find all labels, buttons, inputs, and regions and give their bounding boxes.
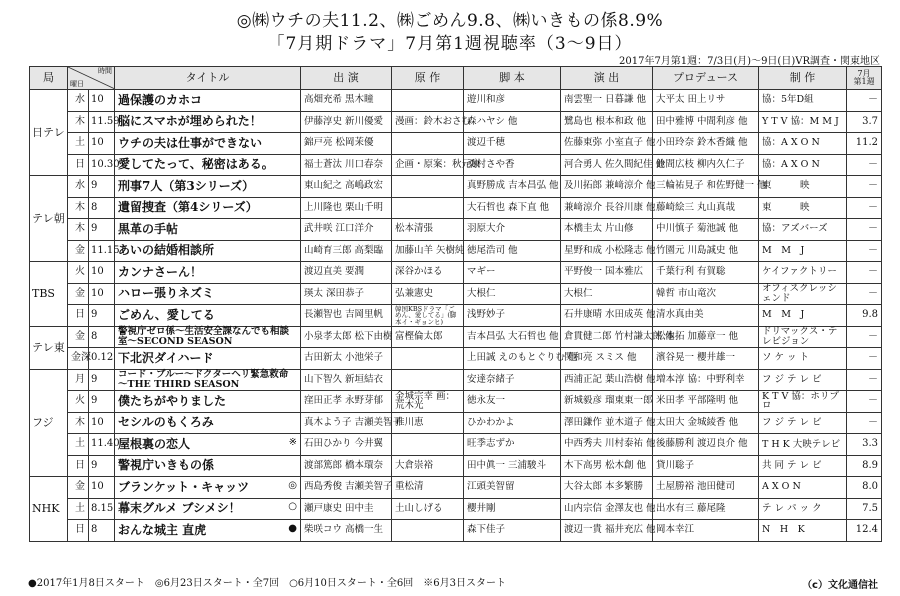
producer-cell: 小田玲奈 鈴木香織 他: [653, 133, 759, 155]
day-cell: 日: [68, 455, 89, 477]
title-cell: [115, 90, 301, 112]
col-rating: [847, 67, 882, 90]
cast-cell: 福士蒼汰 川口春奈: [301, 154, 392, 176]
director-cell: 河合勇人 佐久間紀佳 他: [561, 154, 653, 176]
day-cell: 月: [68, 369, 89, 391]
day-cell: 金深: [68, 348, 89, 370]
production-cell: A X O N: [759, 477, 847, 499]
time-cell: 10: [89, 477, 115, 499]
station-cell: 日テレ: [30, 90, 68, 176]
station-cell: TBS: [30, 262, 68, 327]
day-cell: 火: [68, 391, 89, 413]
original-cell: 加藤山羊 矢樹純: [392, 240, 464, 262]
title-cell: [115, 262, 301, 284]
time-cell: 0.12: [89, 348, 115, 370]
production-cell: テ レ パ ッ ク: [759, 498, 847, 520]
cast-cell: 古田新太 小池栄子: [301, 348, 392, 370]
script-cell: 吉本昌弘 大石哲也 他: [464, 326, 561, 348]
director-cell: 南雲聖一 日暮謙 他: [561, 90, 653, 112]
title-cell: [115, 133, 301, 155]
table-header-row: [30, 67, 882, 90]
director-cell: 星野和成 小松隆志 他: [561, 240, 653, 262]
day-cell: 土: [68, 498, 89, 520]
script-cell: 森ハヤシ 他: [464, 111, 561, 133]
cast-cell: 錦戸亮 松岡茉優: [301, 133, 392, 155]
headline-line1: ◎㈱ウチの夫11.2、㈱ごめん9.8、㈱いきもの係8.9%: [236, 11, 664, 31]
table-row: [30, 176, 882, 198]
day-cell: 金: [68, 283, 89, 305]
title-cell: [115, 240, 301, 262]
original-cell: [392, 90, 464, 112]
col-script: 脚 本: [464, 67, 561, 90]
cast-cell: 西島秀俊 吉瀬美智子: [301, 477, 392, 499]
cast-cell: 伊藤淳史 新川優愛: [301, 111, 392, 133]
original-cell: 松本清張: [392, 219, 464, 241]
production-cell: Y T V 協：M M J: [759, 111, 847, 133]
producer-cell: 出水有三 藤尾隆: [653, 498, 759, 520]
copyright-credit: （c）文化通信社: [802, 580, 878, 591]
program-title: ブランケット・キャッツ: [118, 479, 250, 494]
producer-cell: 清水真由美: [653, 305, 759, 327]
production-cell: オフィスクレッシェンド: [759, 283, 847, 305]
script-cell: 櫻井剛: [464, 498, 561, 520]
rating-cell: 7.5: [847, 498, 882, 520]
producer-cell: 韓哲 市山竜次: [653, 283, 759, 305]
director-cell: 石井康晴 水田成英 他: [561, 305, 653, 327]
production-cell: T H K 大映テレビ: [759, 434, 847, 456]
script-cell: 森下佳子: [464, 520, 561, 542]
time-cell: 9: [89, 391, 115, 413]
script-cell: 徳永友一: [464, 391, 561, 413]
original-cell: 重松清: [392, 477, 464, 499]
script-cell: 田中眞一 三浦駿斗: [464, 455, 561, 477]
table-row: [30, 154, 882, 176]
day-cell: 火: [68, 262, 89, 284]
col-rating-line1: 7月: [857, 69, 871, 78]
producer-cell: 中川慎子 菊池誠 他: [653, 219, 759, 241]
script-cell: 桑村さや香: [464, 154, 561, 176]
director-cell: 中西秀夫 川村泰祐 他: [561, 434, 653, 456]
rating-cell: －: [847, 348, 882, 370]
script-cell: 大根仁: [464, 283, 561, 305]
program-title: あいの結婚相談所: [118, 243, 215, 258]
col-title: タイトル: [115, 67, 301, 90]
rating-cell: －: [847, 412, 882, 434]
table-row: [30, 369, 882, 391]
original-cell: 弘兼憲史: [392, 283, 464, 305]
program-title: 脳にスマホが埋められた！: [118, 114, 262, 129]
rating-cell: 9.8: [847, 305, 882, 327]
day-cell: 金: [68, 326, 89, 348]
producer-cell: 鈴間広枝 柳内久仁子: [653, 154, 759, 176]
producer-cell: 竹園元 川島誠史 他: [653, 240, 759, 262]
director-cell: 西浦正記 葉山浩樹 他: [561, 369, 653, 391]
table-row: [30, 455, 882, 477]
time-cell: 10: [89, 133, 115, 155]
production-cell: 共 同 テ レ ビ: [759, 455, 847, 477]
production-cell: フ ジ テ レ ビ: [759, 412, 847, 434]
original-cell: [392, 176, 464, 198]
title-cell: [115, 498, 301, 520]
time-cell: 10: [89, 412, 115, 434]
script-cell: 渡辺千穂: [464, 133, 561, 155]
program-title: 遺留捜査（第4シリーズ）: [118, 200, 258, 215]
time-cell: 8: [89, 520, 115, 542]
program-title: おんな城主 直虎: [118, 522, 207, 537]
table-row: [30, 133, 882, 155]
original-cell: 企画・原案：秋元康: [392, 154, 464, 176]
director-cell: 新城毅彦 瑠東東一郎: [561, 391, 653, 413]
original-cell: 漫画：鈴木おさむ: [392, 111, 464, 133]
col-day-time: [68, 67, 115, 90]
script-cell: 大石哲也 森下直 他: [464, 197, 561, 219]
director-cell: 渡辺一貴 福井充広 他: [561, 520, 653, 542]
director-cell: 本橋圭太 片山修: [561, 219, 653, 241]
script-cell: 江頭美智留: [464, 477, 561, 499]
col-original: 原 作: [392, 67, 464, 90]
time-cell: 9: [89, 305, 115, 327]
time-cell: 10: [89, 283, 115, 305]
producer-cell: 増本淳 協：中野利幸: [653, 369, 759, 391]
title-cell: [115, 369, 301, 391]
start-mark: ※: [288, 436, 297, 448]
col-director: 演 出: [561, 67, 653, 90]
table-row: [30, 197, 882, 219]
table-row: [30, 412, 882, 434]
day-cell: 木: [68, 412, 89, 434]
col-rating-line2: 第1週: [853, 77, 875, 86]
table-row: [30, 391, 882, 413]
title-cell: [115, 412, 301, 434]
headline-line2: 「7月期ドラマ」7月第1週視聴率（3～9日）: [267, 34, 633, 54]
cast-cell: 石田ひかり 今井翼: [301, 434, 392, 456]
program-title: コード・ブルー～ドクターヘリ緊急救命～THE THIRD SEASON: [118, 369, 289, 390]
original-cell: [392, 369, 464, 391]
original-cell: 韓国KBSドラマ「ごめん、愛してる」(脚本イ・ギョンヒ): [392, 305, 464, 327]
rating-cell: 11.2: [847, 133, 882, 155]
station-cell: フジ: [30, 369, 68, 477]
table-row: [30, 326, 882, 348]
cast-cell: 渡部篤郎 橋本環奈: [301, 455, 392, 477]
footnotes: ●2017年1月8日スタート ◎6月23日スタート・全7回 ○6月10日スタート・全6回 ※6月3日スタート: [28, 578, 506, 589]
script-cell: マギー: [464, 262, 561, 284]
title-cell: [115, 477, 301, 499]
producer-cell: 大平太 田上リサ: [653, 90, 759, 112]
day-cell: 金: [68, 240, 89, 262]
script-cell: 遊川和彦: [464, 90, 561, 112]
producer-cell: 藤崎絵三 丸山真哉: [653, 197, 759, 219]
director-cell: 大根仁: [561, 283, 653, 305]
cast-cell: 瀬戸康史 田中圭: [301, 498, 392, 520]
day-cell: 木: [68, 219, 89, 241]
title-cell: [115, 305, 301, 327]
time-cell: 10: [89, 262, 115, 284]
production-cell: 東 映: [759, 197, 847, 219]
production-cell: フ ジ テ レ ビ: [759, 369, 847, 391]
time-cell: 10.30: [89, 154, 115, 176]
time-cell: 9: [89, 219, 115, 241]
time-cell: 9: [89, 369, 115, 391]
original-cell: 金城宗幸 画：荒木光: [392, 391, 464, 413]
script-cell: 羽原大介: [464, 219, 561, 241]
day-cell: 金: [68, 477, 89, 499]
original-cell: 唯川恵: [392, 412, 464, 434]
rating-cell: －: [847, 90, 882, 112]
time-cell: 8: [89, 197, 115, 219]
title-cell: [115, 326, 301, 348]
table-row: [30, 90, 882, 112]
day-cell: 木: [68, 111, 89, 133]
production-cell: N H K: [759, 520, 847, 542]
table-row: [30, 348, 882, 370]
cast-cell: 東山紀之 高嶋政宏: [301, 176, 392, 198]
director-cell: 兼﨑涼介 長谷川康 他: [561, 197, 653, 219]
cast-cell: 窪田正孝 永野芽郁: [301, 391, 392, 413]
director-cell: 鷺島也 根本和政 他: [561, 111, 653, 133]
table-body: [30, 90, 882, 542]
title-cell: [115, 111, 301, 133]
production-cell: 協：アズバーズ: [759, 219, 847, 241]
script-cell: 安達奈緒子: [464, 369, 561, 391]
program-title: 愛してたって、秘密はある。: [118, 157, 274, 172]
title-cell: [115, 283, 301, 305]
title-cell: [115, 520, 301, 542]
original-cell: 富樫倫太郎: [392, 326, 464, 348]
original-cell: [392, 133, 464, 155]
table-row: [30, 520, 882, 542]
director-cell: 関和亮 スミス 他: [561, 348, 653, 370]
program-title: 過保護のカホコ: [118, 92, 203, 107]
rating-cell: －: [847, 240, 882, 262]
production-cell: M M J: [759, 305, 847, 327]
script-cell: 上田誠 えのもとぐりむ 他: [464, 348, 561, 370]
station-cell: NHK: [30, 477, 68, 542]
script-cell: 浅野妙子: [464, 305, 561, 327]
start-mark: ◎: [288, 479, 297, 491]
program-title: ウチの夫は仕事ができない: [118, 135, 263, 150]
producer-cell: 岡本幸江: [653, 520, 759, 542]
start-mark: ●: [288, 522, 297, 534]
original-cell: 深谷かほる: [392, 262, 464, 284]
day-cell: 日: [68, 520, 89, 542]
cast-cell: 渡辺直美 要潤: [301, 262, 392, 284]
table-row: [30, 240, 882, 262]
producer-cell: 田中雅博 中間利彦 他: [653, 111, 759, 133]
cast-cell: 上川隆也 栗山千明: [301, 197, 392, 219]
program-title: 僕たちがやりました: [118, 393, 227, 408]
title-cell: [115, 219, 301, 241]
production-cell: ケイファクトリー: [759, 262, 847, 284]
program-title: ハロー張りネズミ: [118, 286, 215, 301]
script-cell: 徳尾浩司 他: [464, 240, 561, 262]
production-cell: K T V 協：ホリプロ: [759, 391, 847, 413]
producer-cell: 千葉行利 有賀聡: [653, 262, 759, 284]
time-cell: 9: [89, 455, 115, 477]
original-cell: [392, 434, 464, 456]
station-cell: テレ朝: [30, 176, 68, 262]
director-cell: 平野俊一 国本雅広: [561, 262, 653, 284]
producer-cell: 土屋勝裕 池田健司: [653, 477, 759, 499]
day-cell: 水: [68, 90, 89, 112]
script-cell: ひかわかよ: [464, 412, 561, 434]
table-row: [30, 477, 882, 499]
producer-cell: 松本拓 加藤章一 他: [653, 326, 759, 348]
cast-cell: 柴咲コウ 高橋一生: [301, 520, 392, 542]
cast-cell: 武井咲 江口洋介: [301, 219, 392, 241]
producer-cell: 貸川聡子: [653, 455, 759, 477]
rating-cell: －: [847, 197, 882, 219]
director-cell: 倉貫健二郎 竹村謙太郎 他: [561, 326, 653, 348]
original-cell: [392, 520, 464, 542]
director-cell: 澤田鎌作 並木道子 他: [561, 412, 653, 434]
title-cell: [115, 348, 301, 370]
time-cell: 8: [89, 326, 115, 348]
time-cell: 10: [89, 90, 115, 112]
cast-cell: 高畑充希 黒木瞳: [301, 90, 392, 112]
time-cell: 11.59: [89, 111, 115, 133]
production-cell: 協：A X O N: [759, 133, 847, 155]
day-cell: 土: [68, 434, 89, 456]
table-row: [30, 262, 882, 284]
rating-cell: －: [847, 391, 882, 413]
producer-cell: 濱谷晃一 櫻井雄一: [653, 348, 759, 370]
director-cell: 山内宗信 金澤友也 他: [561, 498, 653, 520]
rating-cell: －: [847, 176, 882, 198]
original-cell: 大倉崇裕: [392, 455, 464, 477]
rating-cell: －: [847, 262, 882, 284]
day-cell: 木: [68, 197, 89, 219]
program-title: ごめん、愛してる: [118, 307, 215, 322]
time-cell: 8.15: [89, 498, 115, 520]
program-title: 幕末グルメ ブシメシ！: [118, 501, 241, 516]
cast-cell: 山崎育三郎 高梨臨: [301, 240, 392, 262]
title-cell: [115, 154, 301, 176]
col-station: 局: [30, 67, 68, 90]
table-row: [30, 434, 882, 456]
cast-cell: 長瀬智也 吉岡里帆: [301, 305, 392, 327]
rating-cell: 3.7: [847, 111, 882, 133]
rating-cell: －: [847, 219, 882, 241]
day-cell: 土: [68, 133, 89, 155]
program-title: カンナさーん！: [118, 264, 203, 279]
rating-cell: 12.4: [847, 520, 882, 542]
production-cell: ドリマックス・テレビジョン: [759, 326, 847, 348]
original-cell: [392, 197, 464, 219]
rating-cell: 3.3: [847, 434, 882, 456]
producer-cell: 三輪祐見子 和佐野健一 他: [653, 176, 759, 198]
rating-cell: －: [847, 369, 882, 391]
cast-cell: 瑛太 深田恭子: [301, 283, 392, 305]
director-cell: 大谷太郎 本多繁勝: [561, 477, 653, 499]
program-title: セシルのもくろみ: [118, 415, 214, 430]
survey-period: 2017年7月第1週：7/3日(月)～9日(日)VR調査・関東地区: [619, 56, 880, 67]
production-cell: M M J: [759, 240, 847, 262]
col-production: 制 作: [759, 67, 847, 90]
col-time: 時間: [98, 67, 112, 75]
production-cell: ソ ケ ッ ト: [759, 348, 847, 370]
rating-cell: －: [847, 283, 882, 305]
director-cell: 及川拓郎 兼﨑涼介 他: [561, 176, 653, 198]
production-cell: 協：A X O N: [759, 154, 847, 176]
day-cell: 日: [68, 154, 89, 176]
script-cell: 旺季志ずか: [464, 434, 561, 456]
table-row: [30, 498, 882, 520]
rating-cell: －: [847, 326, 882, 348]
table-row: [30, 111, 882, 133]
ratings-table: [29, 66, 882, 542]
program-title: 警視庁ゼロ係～生活安全課なんでも相談室～SECOND SEASON: [118, 326, 290, 347]
production-cell: 協：5年D組: [759, 90, 847, 112]
rating-cell: －: [847, 154, 882, 176]
program-title: 屋根裏の恋人: [118, 436, 191, 451]
original-cell: 土山しげる: [392, 498, 464, 520]
director-cell: 木下高男 松木創 他: [561, 455, 653, 477]
start-mark: ○: [288, 501, 297, 513]
title-cell: [115, 391, 301, 413]
program-title: 下北沢ダイハード: [118, 350, 214, 365]
rating-cell: 8.0: [847, 477, 882, 499]
producer-cell: 米田孝 平部隆明 他: [653, 391, 759, 413]
table-row: [30, 305, 882, 327]
day-cell: 水: [68, 176, 89, 198]
time-cell: 11.15: [89, 240, 115, 262]
producer-cell: 後藤勝利 渡辺良介 他: [653, 434, 759, 456]
cast-cell: 真木よう子 吉瀬美智子: [301, 412, 392, 434]
original-cell: [392, 348, 464, 370]
time-cell: 11.40: [89, 434, 115, 456]
rating-cell: 8.9: [847, 455, 882, 477]
title-cell: [115, 176, 301, 198]
day-cell: 日: [68, 305, 89, 327]
production-cell: 東 映: [759, 176, 847, 198]
title-cell: [115, 434, 301, 456]
col-cast: 出 演: [301, 67, 392, 90]
title-cell: [115, 455, 301, 477]
script-cell: 真野勝成 吉本昌弘 他: [464, 176, 561, 198]
cast-cell: 小泉孝太郎 松下由樹: [301, 326, 392, 348]
title-cell: [115, 197, 301, 219]
table-row: [30, 283, 882, 305]
program-title: 刑事7人（第3シリーズ）: [118, 178, 255, 193]
table-row: [30, 219, 882, 241]
producer-cell: 太田大 金城綾香 他: [653, 412, 759, 434]
col-day: 曜日: [70, 79, 84, 88]
time-cell: 9: [89, 176, 115, 198]
col-producer: プロデュース: [653, 67, 759, 90]
cast-cell: 山下智久 新垣結衣: [301, 369, 392, 391]
station-cell: テレ東: [30, 326, 68, 369]
program-title: 警視庁いきもの係: [118, 458, 215, 473]
program-title: 黒革の手帖: [118, 221, 179, 236]
director-cell: 佐藤東弥 小室直子 他: [561, 133, 653, 155]
